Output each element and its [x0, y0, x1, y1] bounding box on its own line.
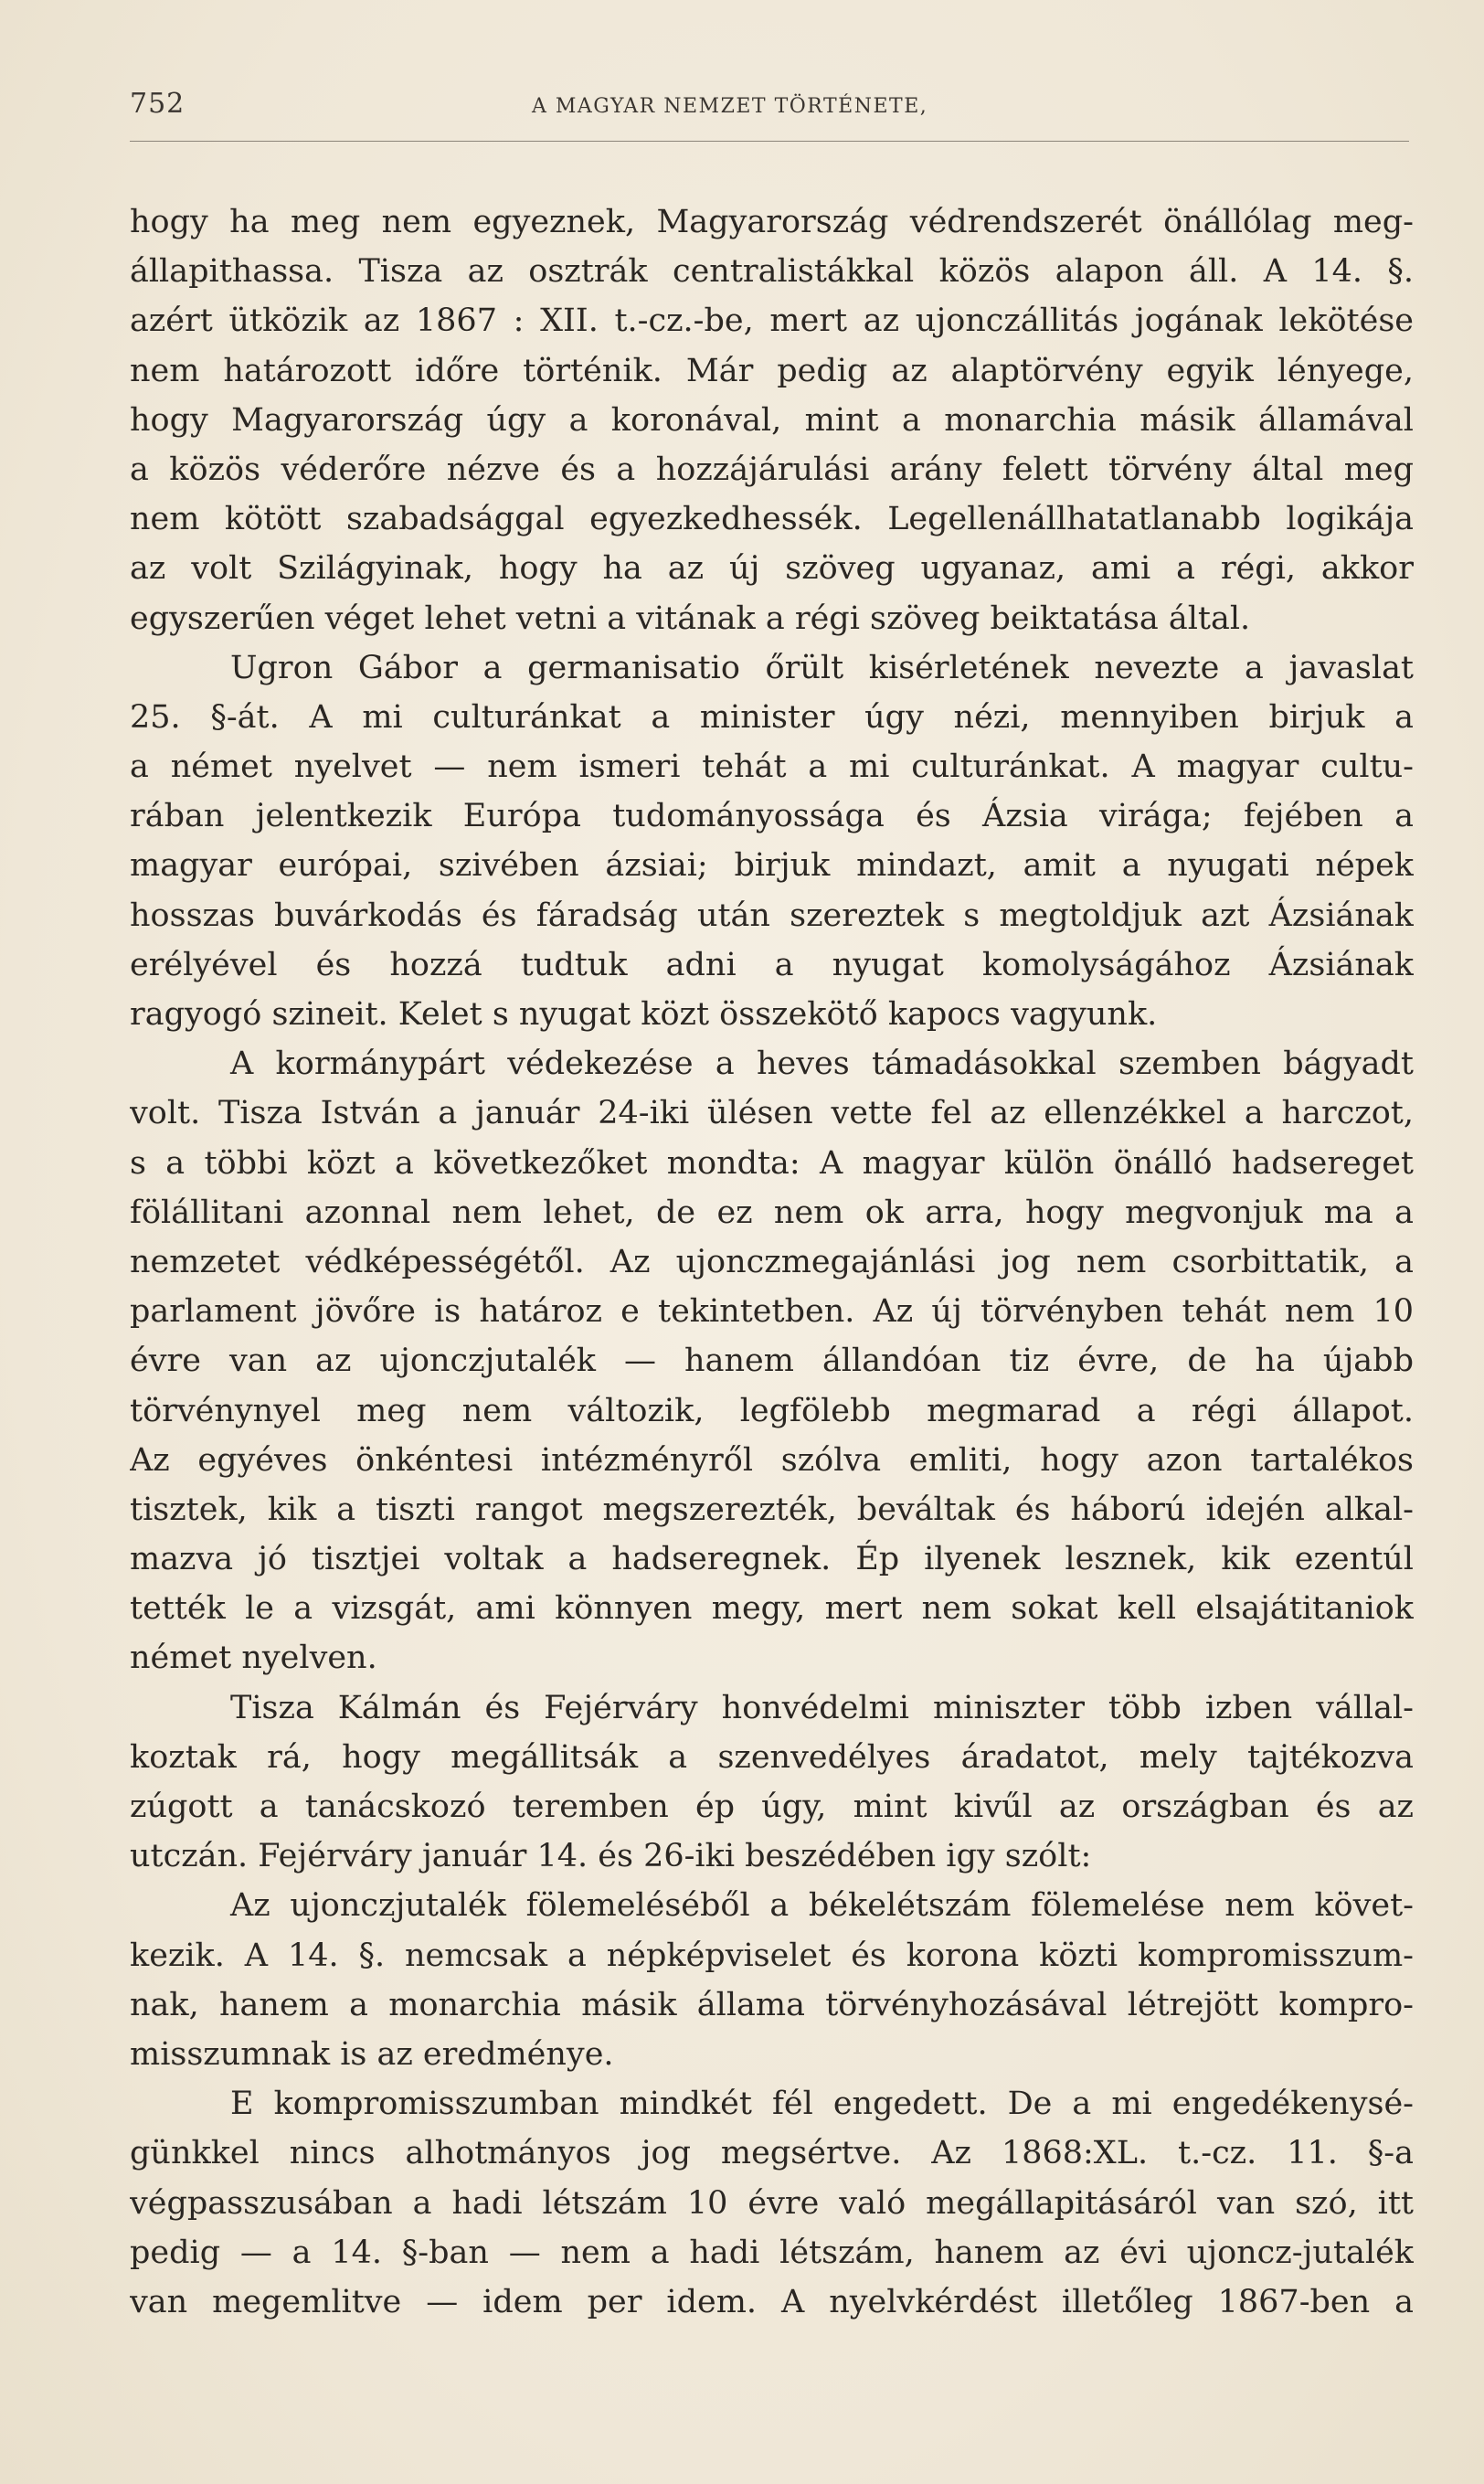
text-line: parlament jövőre is határoz e tekintetben. Az új törvényben tehát nem 10 [130, 1293, 1414, 1331]
text-line: pedig — a 14. §-ban — nem a hadi létszám, hanem az évi ujoncz-jutalék [130, 2234, 1414, 2271]
text-line: hogy ha meg nem egyeznek, Magyarország védrendszerét önállólag meg- [130, 204, 1414, 240]
text-line: a közös véderőre nézve és a hozzájárulási arány felett törvény által meg [130, 451, 1414, 488]
text-line: s a többi közt a következőket mondta: A magyar külön önálló hadsereget [130, 1144, 1414, 1182]
text-line: magyar európai, szivében ázsiai; birjuk mindazt, amit a nyugati népek [130, 847, 1414, 885]
body-text [130, 197, 1414, 2327]
text-line: évre van az ujonczjutalék — hanem állandóan tiz évre, de ha újabb [130, 1343, 1414, 1380]
text-line: A kormánypárt védekezése a heves támadásokkal szemben bágyadt [230, 1046, 1414, 1083]
text-line: kezik. A 14. §. nemcsak a népképviselet és korona közti kompromisszum- [130, 1937, 1414, 1974]
text-line: 25. §-át. A mi culturánkat a minister úgy nézi, mennyiben birjuk a [130, 698, 1414, 736]
text-line: német nyelven. [130, 1640, 377, 1677]
text-line: misszumnak is az eredménye. [130, 2035, 614, 2073]
text-line: fölállitani azonnal nem lehet, de ez nem ok arra, hogy megvonjuk ma a [130, 1194, 1414, 1231]
text-line: erélyével és hozzá tudtuk adni a nyugat komolyságához Ázsiának [130, 946, 1414, 983]
text-line: a német nyelvet — nem ismeri tehát a mi culturánkat. A magyar cultu- [130, 748, 1414, 786]
text-line: az volt Szilágyinak, hogy ha az új szöveg ugyanaz, ami a régi, akkor [130, 550, 1414, 588]
text-line: törvénynyel meg nem változik, legfölebb megmarad a régi állapot. [130, 1392, 1414, 1429]
text-line: günkkel nincs alhotmányos jog megsértve. Az 1868:XL. t.-cz. 11. §-a [130, 2135, 1414, 2172]
text-line: ragyogó szineit. Kelet s nyugat közt összekötő kapocs vagyunk. [130, 996, 1158, 1033]
text-line: van megemlitve — idem per idem. A nyelvkérdést illetőleg 1867-ben a [130, 2283, 1414, 2320]
text-line: Az ujonczjutalék fölemeléséből a békelétszám fölemelése nem követ- [230, 1887, 1414, 1925]
text-line: végpasszusában a hadi létszám 10 évre való megállapitásáról van szó, itt [130, 2184, 1414, 2222]
text-line: állapithassa. Tisza az osztrák centralistákkal közös alapon áll. A 14. §. [130, 253, 1414, 291]
text-line: Az egyéves önkéntesi intézményről szólva emliti, hogy azon tartalékos [130, 1441, 1414, 1479]
text-line: egyszerűen véget lehet vetni a vitának a régi szöveg beiktatása által. [130, 600, 1251, 637]
page-number: 752 [130, 88, 186, 120]
text-line: nak, hanem a monarchia másik állama törvényhozásával létrejött kompro- [130, 1986, 1414, 2023]
text-line: rában jelentkezik Európa tudományossága és Ázsia virága; fejében a [130, 798, 1414, 835]
text-line: tették le a vizsgát, ami könnyen megy, mert nem sokat kell elsajátitaniok [130, 1590, 1414, 1628]
text-line: hosszas buvárkodás és fáradság után szereztek s megtoldjuk azt Ázsiának [130, 897, 1414, 934]
page-header [130, 88, 1409, 143]
text-line: Tisza Kálmán és Fejérváry honvédelmi miniszter több izben vállal- [230, 1689, 1414, 1726]
text-line: nemzetet védképességétől. Az ujonczmegajánlási jog nem csorbittatik, a [130, 1243, 1414, 1280]
running-title: A MAGYAR NEMZET TÖRTÉNETE, [532, 95, 928, 118]
text-line: zúgott a tanácskozó teremben ép úgy, mint kivűl az országban és az [130, 1789, 1414, 1825]
text-line: koztak rá, hogy megállitsák a szenvedélyes áradatot, mely tajtékozva [130, 1738, 1414, 1776]
text-line: tisztek, kik a tiszti rangot megszerezték, beváltak és háború idején alkal- [130, 1491, 1414, 1528]
text-line: nem kötött szabadsággal egyezkedhessék. Legellenállhatatlanabb logikája [130, 501, 1414, 538]
header-rule [130, 141, 1409, 142]
text-line: utczán. Fejérváry január 14. és 26-iki beszédében igy szólt: [130, 1838, 1092, 1875]
text-line: nem határozott időre történik. Már pedig az alaptörvény egyik lényege, [130, 352, 1414, 389]
text-line: hogy Magyarország úgy a koronával, mint a monarchia másik államával [130, 401, 1414, 439]
text-line: azért ütközik az 1867 : XII. t.-cz.-be, mert az ujonczállitás jogának lekötése [130, 303, 1414, 340]
text-line: E kompromisszumban mindkét fél engedett. De a mi engedékenysé- [230, 2086, 1414, 2123]
text-line: Ugron Gábor a germanisatio őrült kisérletének nevezte a javaslat [230, 649, 1414, 686]
text-line: volt. Tisza István a január 24-iki ülésen vette fel az ellenzékkel a harczot, [130, 1095, 1414, 1132]
text-line: mazva jó tisztjei voltak a hadseregnek. Ép ilyenek lesznek, kik ezentúl [130, 1541, 1414, 1578]
